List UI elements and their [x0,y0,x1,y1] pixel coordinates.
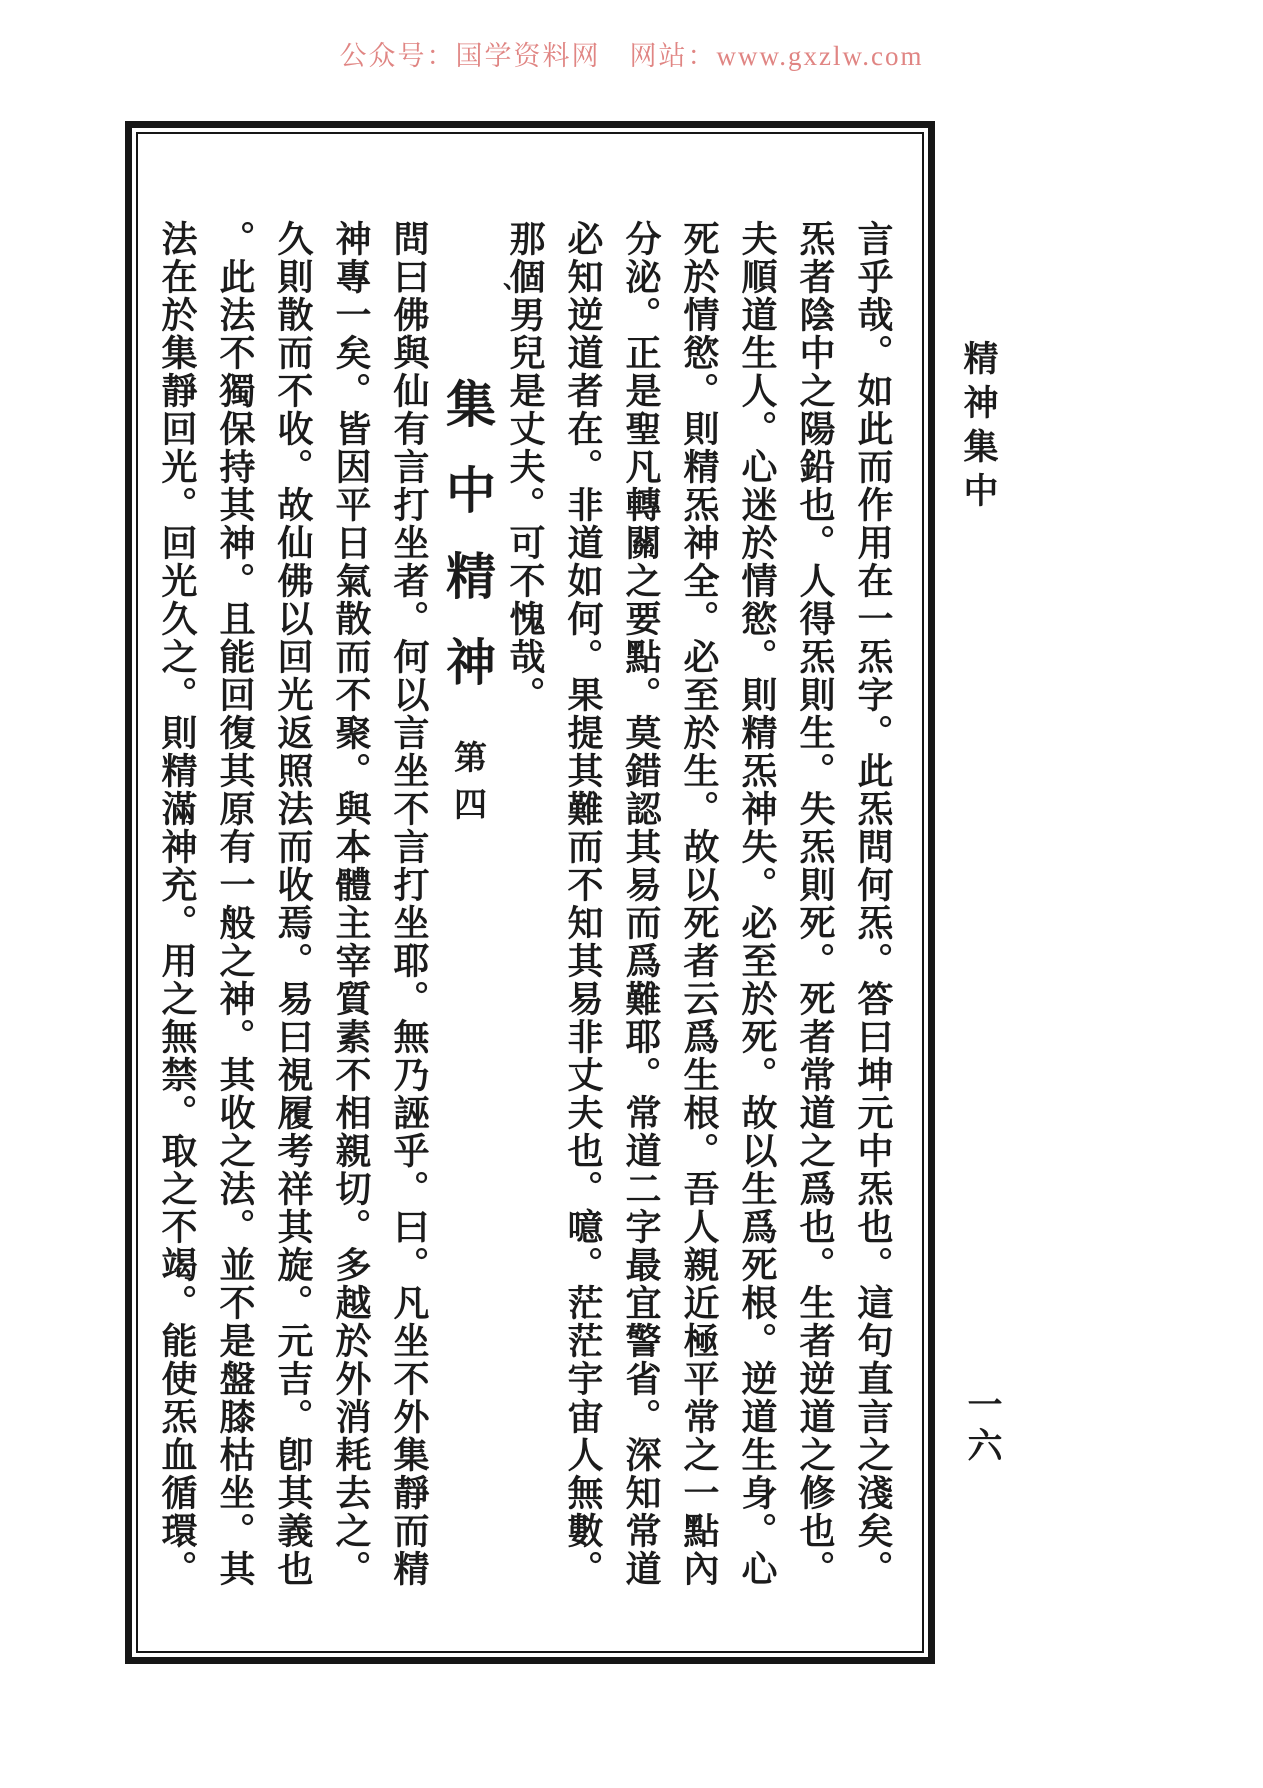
page-frame-inner-rule [136,132,924,1653]
page-text-block [138,134,922,1651]
text-column: 久則散而不收。故仙佛以回光返照法而收焉。易曰視履考祥其旋。元吉。卽其義也 [273,220,313,1588]
text-column: 炁者陰中之陽鉛也。人得炁則生。失炁則死。死者常道之爲也。生者逆道之修也。 [795,220,835,1588]
text-column: 神專一矣。皆因平日氣散而不聚。與本體主宰質素不相親切。多越於外消耗去之。 [331,220,371,1588]
text-column: 夫順道生人。心迷於情慾。則精炁神失。必至於死。故以生爲死根。逆道生身。心 [737,220,777,1588]
section-title: 集中精神 [439,378,495,722]
page-number-label: 一六 [963,1386,1002,1468]
text-column: 死於情慾。則精炁神全。必至於生。故以死者云爲生根。吾人親近極平常之一點內 [679,220,719,1588]
section-mark: 、 [483,282,512,308]
text-column: 言乎哉。如此而作用在一炁字。此炁問何炁。答曰坤元中炁也。這句直言之淺矣。 [853,220,893,1588]
text-column: 。此法不獨保持其神。且能回復其原有一般之神。其收之法。並不是盤膝枯坐。其 [215,220,255,1588]
watermark-text: 公众号：国学资料网 网站：www.gxzlw.com [339,41,924,71]
text-column: 分泌。正是聖凡轉關之要點。莫錯認其易而爲難耶。常道二字最宜警省。深知常道 [621,220,661,1588]
text-column: 那個男兒是丈夫。可不愧哉。 [505,220,545,714]
text-column: 問曰佛與仙有言打坐者。何以言坐不言打坐耶。無乃誣乎。曰。凡坐不外集靜而精 [389,220,429,1588]
section-number: 第四 [449,740,485,834]
text-column: 法在於集靜回光。回光久之。則精滿神充。用之無禁。取之不竭。能使炁血循環。 [157,220,197,1588]
section-title-column [438,220,512,1611]
margin-book-title: 精神集中 [959,340,998,516]
text-column: 必知逆道者在。非道如何。果提其難而不知其易非丈夫也。噫。茫茫宇宙人無數。 [563,220,603,1588]
page-frame [125,121,935,1664]
